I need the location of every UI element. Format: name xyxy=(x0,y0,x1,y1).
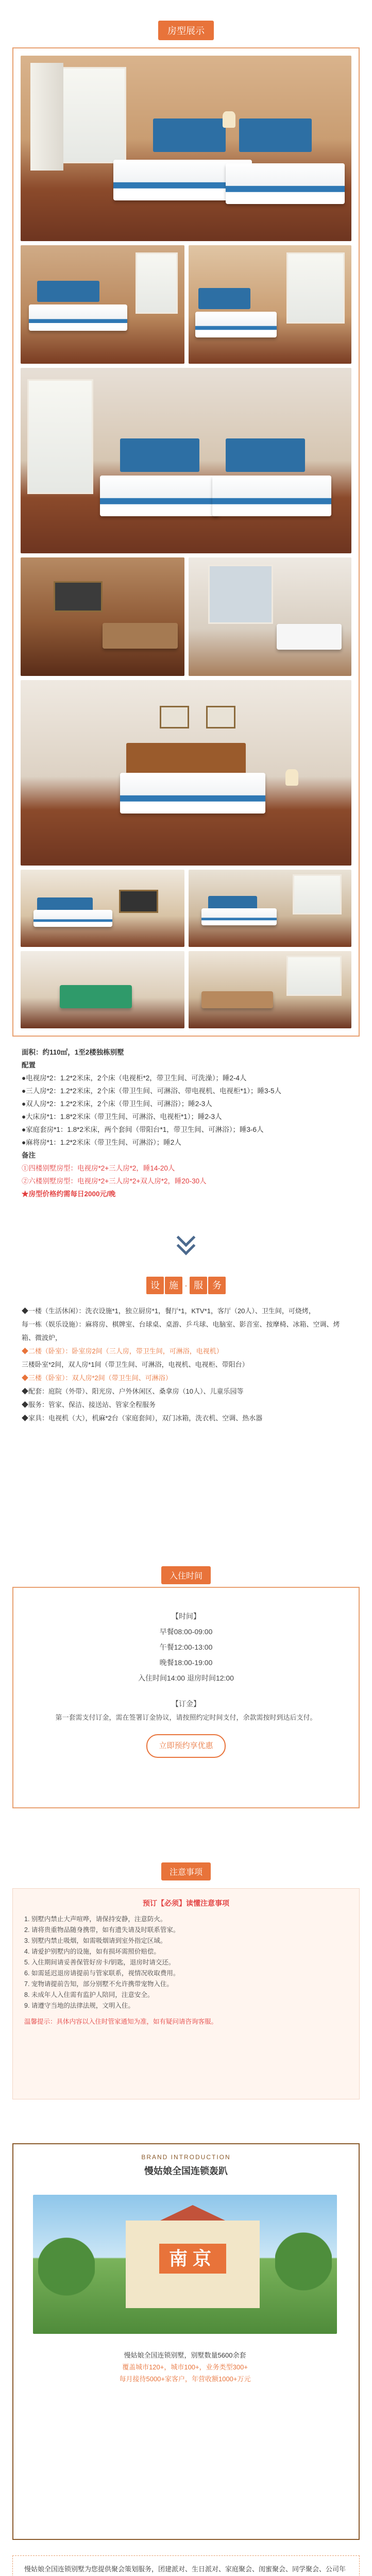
room-info xyxy=(12,1046,360,1200)
notice-item-3: 3. 别墅内禁止吸烟，如需吸烟请到室外指定区域。 xyxy=(24,1937,167,1944)
room-photo-bathroom[interactable] xyxy=(189,557,351,676)
room-config-title: 配置 xyxy=(22,1061,36,1069)
facility-item-8: ◆家具：电视机（大），机麻*2台（家庭套间），双门冰箱，洗衣机、空调、热水器 xyxy=(22,1414,263,1422)
facility-item-2: 每一栋（娱乐设施）：麻将房、棋牌室、台球桌、桌游、乒乓球、电脑室、影音室、按摩椅、冰箱、空调、烤箱、微波炉， xyxy=(22,1320,340,1342)
facility-char-2: 施 xyxy=(165,1277,182,1294)
notice-item-4: 4. 请爱护别墅内的设施，如有损坏需照价赔偿。 xyxy=(24,1948,160,1955)
room-photo-small-4[interactable] xyxy=(21,870,184,947)
room-photo-small-1[interactable] xyxy=(21,245,184,364)
facility-item-7: ◆服务：管家、保洁、接送站、管家全程服务 xyxy=(22,1401,156,1409)
room-note-1: ①四楼别墅房型：电视房*2+三人房*2，睡14-20人 xyxy=(22,1164,175,1172)
room-price: ★房型价格约需每日2000元/晚 xyxy=(22,1190,116,1198)
notice-item-1: 1. 别墅内禁止大声喧哗，请保持安静，注意防火。 xyxy=(24,1916,167,1923)
facility-item-4: 三楼卧室*2间，双人房*1间（带卫生间、可淋浴，电视机、电视柜、带阳台） xyxy=(22,1361,249,1368)
facility-item-6: ◆配套：庭院（外带）、阳光房、户外休闲区、桑拿房（10人）、儿童乐园等 xyxy=(22,1387,244,1395)
brand-line-3: 每月接待5000+家客户，年营收额1000+万元 xyxy=(119,2375,251,2383)
checkin-time-4: 入住时间14:00 退房时间12:00 xyxy=(138,1674,234,1682)
checkin-title: 入住时间 xyxy=(161,1566,211,1584)
brand-line-1: 慢姑娘全国连锁别墅，别墅数量5600余套 xyxy=(124,2351,246,2359)
checkin-time-3: 晚餐18:00-19:00 xyxy=(159,1658,213,1667)
facility-item-5: ◆三楼（卧室）：双人房*2间（带卫生间、可淋浴） xyxy=(22,1374,172,1382)
room-photo-twin-large[interactable] xyxy=(21,56,351,241)
facility-item-1: ◆一楼（生活休闲）：洗衣设施*1，独立厨房*1，餐厅*1，KTV*1，客厅（20人）、卫生间，可烧烤， xyxy=(22,1307,315,1315)
checkin-time-1: 早餐08:00-09:00 xyxy=(159,1628,213,1636)
notice-item-2: 2. 请将贵重物品随身携带，如有遗失请及时联系管家。 xyxy=(24,1926,180,1934)
room-photo-small-3[interactable] xyxy=(21,557,184,676)
facility-char-4: 务 xyxy=(208,1277,226,1294)
notice-title-wrap xyxy=(0,1862,372,1880)
brand-intro-en: BRAND INTRODUCTION xyxy=(141,2154,231,2161)
facility-dot: · xyxy=(184,1280,188,1291)
checkin-time-2: 午餐12:00-13:00 xyxy=(159,1643,213,1651)
facility-list xyxy=(12,1304,360,1425)
room-photo-lounge[interactable] xyxy=(189,951,351,1028)
room-photo-double[interactable] xyxy=(21,680,351,866)
room-photo-mahjong[interactable] xyxy=(21,951,184,1028)
notice-item-8: 8. 未成年人入住需有监护人陪同，注意安全。 xyxy=(24,1991,154,1998)
brand-intro-cn: 慢姑娘全国连锁轰趴 xyxy=(144,2166,228,2176)
notice-item-5: 5. 入住期间请妥善保管好房卡/钥匙，退房时请交还。 xyxy=(24,1959,175,1966)
brand-villa-photo xyxy=(33,2195,337,2334)
notice-title: 注意事项 xyxy=(161,1862,211,1880)
room-info-title: 面积：约110㎡，1至2楼独栋别墅 xyxy=(22,1048,124,1056)
room-photo-small-2[interactable] xyxy=(189,245,351,364)
scroll-down-chevron-icon xyxy=(175,1234,197,1265)
room-config-3: ●双人房*2：1.2*2米床，2个床（带卫生间、可淋浴）；睡2-3人 xyxy=(22,1100,212,1108)
checkin-time-label: 【时间】 xyxy=(172,1612,200,1620)
deposit-text: 第一套需支付订金，需在签署订金协议，请按照约定时间支付，余款需按时到达后支付。 xyxy=(55,1714,317,1721)
deposit-label: 【订金】 xyxy=(172,1700,200,1708)
brand-service-text: 慢姑娘全国连锁别墅为您提供聚会策划服务，团建派对、生日派对、家庭聚会、闺蜜聚会、同学聚会、公司年 xyxy=(12,2555,360,2576)
notice-card xyxy=(12,1888,360,2099)
notice-footer: 温馨提示：具体内容以入住时管家通知为准，如有疑问请咨询客服。 xyxy=(24,2018,218,2025)
facility-item-3: ◆二楼（卧室）：卧室房2间（三人房，带卫生间，可淋浴，电视机） xyxy=(22,1347,223,1355)
room-config-6: ●麻将房*1：1.2*2米床（带卫生间、可淋浴）；睡2人 xyxy=(22,1139,181,1146)
facility-title xyxy=(0,1277,372,1294)
notice-card-title: 预订【必须】读懂注意事项 xyxy=(143,1899,229,1907)
notice-item-7: 7. 宠物请提前告知，部分别墅不允许携带宠物入住。 xyxy=(24,1980,173,1988)
book-now-button[interactable]: 立即预约享优惠 xyxy=(146,1734,225,1758)
room-note-2: ②六楼别墅房型：电视房*2+三人房*2+双人房*2，睡20-30人 xyxy=(22,1177,207,1185)
brand-text xyxy=(33,2349,337,2385)
checkin-title-wrap xyxy=(0,1566,372,1584)
room-photo-twin-wide[interactable] xyxy=(21,368,351,553)
room-config-1: ●电视房*2：1.2*2米床，2个床（电视柜*2，带卫生间、可洗澡）；睡2-4人 xyxy=(22,1074,247,1082)
facility-char-3: 服 xyxy=(190,1277,207,1294)
checkin-box xyxy=(12,1587,360,1808)
room-config-2: ●三人房*2：1.2*2米床，2个床（带卫生间、可淋浴、带电视机、电视柜*1）；睡3-5人 xyxy=(22,1087,281,1095)
brand-line-2: 覆盖城市120+，城市100+，业务类型300+ xyxy=(122,2363,248,2371)
section-tag-room-display: 房型展示 xyxy=(158,21,214,40)
photo-gallery-frame xyxy=(12,47,360,1037)
facility-char-1: 设 xyxy=(146,1277,164,1294)
notice-item-9: 9. 请遵守当地的法律法规，文明入住。 xyxy=(24,2002,134,2009)
notice-item-6: 6. 如需延迟退房请提前与管家联系，视情况收取费用。 xyxy=(24,1970,180,1977)
section-tag-wrap xyxy=(0,21,372,40)
room-photo-small-5[interactable] xyxy=(189,870,351,947)
room-config-5: ●家庭套房*1：1.8*2米床，两个套间（带阳台*1，带卫生间、可淋浴）；睡3-6人 xyxy=(22,1126,264,1133)
room-note-title: 备注 xyxy=(22,1151,36,1159)
city-banner: 南京 xyxy=(159,2244,226,2274)
room-config-4: ●大床房*1：1.8*2米床（带卫生间、可淋浴、电视柜*1）；睡2-3人 xyxy=(22,1113,222,1121)
